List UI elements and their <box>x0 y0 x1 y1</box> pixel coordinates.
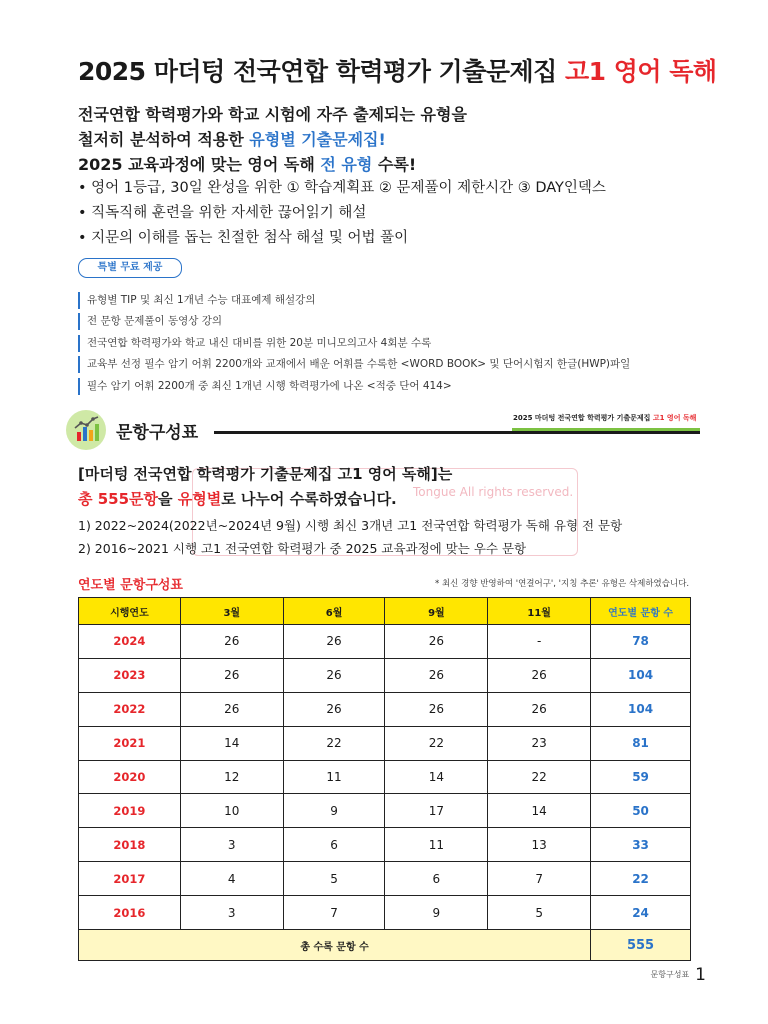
feature-item: 전 문항 문제풀이 동영상 강의 <box>78 313 630 330</box>
description-heading: [마더텅 전국연합 학력평가 기출문제집 고1 영어 독해]는 총 555문항을 유형별로 나누어 수록하였습니다. <box>78 465 453 508</box>
description-item: 1) 2022~2024(2022년~2024년 9월) 시행 최신 3개년 고1 전국연합 학력평가 독해 유형 전 문항 <box>78 518 623 533</box>
column-header: 11월 <box>488 598 591 625</box>
column-header: 연도별 문항 수 <box>591 598 691 625</box>
feature-item: 유형별 TIP 및 최신 1개년 수능 대표예제 해설강의 <box>78 292 630 309</box>
table-row: 2022 26 26 26 26 104 <box>79 692 691 726</box>
bullet-item: • 영어 1등급, 30일 완성을 위한 ① 학습계획표 ② 문제풀이 제한시간 ③ DAY인덱스 <box>78 176 606 201</box>
watermark: Tongue All rights reserved. <box>192 468 578 556</box>
table-row: 2023 26 26 26 26 104 <box>79 658 691 692</box>
page-number: 1 <box>695 964 706 985</box>
intro-line-3: 2025 교육과정에 맞는 영어 독해 전 유형 수록! <box>78 155 417 174</box>
table-row: 2021 14 22 22 23 81 <box>79 726 691 760</box>
intro-text <box>78 102 467 177</box>
free-offer-badge: 특별 무료 제공 <box>78 258 182 278</box>
column-header: 시행연도 <box>79 598 181 625</box>
feature-item: 교육부 선정 필수 암기 어휘 2200개와 교재에서 배운 어휘를 수록한 <WORD BOOK> 및 단어시험지 한글(HWP)파일 <box>78 356 630 373</box>
section-divider <box>214 431 700 434</box>
description-items <box>78 514 622 560</box>
section-title: 문항구성표 <box>116 423 199 443</box>
table-sum-row <box>79 930 691 961</box>
table-row: 2017 4 5 6 7 22 <box>79 862 691 896</box>
intro-line-2: 철저히 분석하여 적용한 유형별 기출문제집! <box>78 130 386 149</box>
sum-label: 총 수록 문항 수 <box>79 930 591 961</box>
table-row: 2016 3 7 9 5 24 <box>79 896 691 930</box>
free-features-list <box>78 287 630 395</box>
yearly-question-table <box>78 597 691 961</box>
description-item: 2) 2016~2021 시행 고1 전국연합 학력평가 중 2025 교육과정에 맞는 우수 문항 <box>78 541 527 556</box>
feature-item: 필수 암기 어휘 2200개 중 최신 1개년 시행 학력평가에 나온 <적중 단어 414> <box>78 378 630 395</box>
table-note: * 최신 경향 반영하여 '연결어구', '지칭 추론' 유형은 삭제하였습니다. <box>435 579 690 589</box>
column-header: 9월 <box>385 598 488 625</box>
bar-chart-icon <box>66 410 106 450</box>
table-row: 2024 26 26 26 - 78 <box>79 625 691 659</box>
column-header: 6월 <box>283 598 385 625</box>
feature-item: 전국연합 학력평가와 학교 내신 대비를 위한 20분 미니모의고사 4회분 수록 <box>78 335 630 352</box>
sum-value: 555 <box>591 930 691 961</box>
table-row: 2020 12 11 14 22 59 <box>79 760 691 794</box>
bullet-item: • 지문의 이해를 돕는 친절한 첨삭 해설 및 어법 풀이 <box>78 226 606 251</box>
feature-bullets <box>78 176 606 251</box>
page-title: 2025 마더텅 전국연합 학력평가 기출문제집 고1 영어 독해 <box>78 57 717 86</box>
intro-line-1: 전국연합 학력평가와 학교 시험에 자주 출제되는 유형을 <box>78 105 467 124</box>
table-row: 2019 10 9 17 14 50 <box>79 794 691 828</box>
table-header-row <box>79 598 691 625</box>
section-tag: 2025 마더텅 전국연합 학력평가 기출문제집 고1 영어 독해 <box>513 414 697 422</box>
bullet-item: • 직독직해 훈련을 위한 자세한 끊어읽기 해설 <box>78 201 606 226</box>
page-footer <box>651 964 706 985</box>
column-header: 3월 <box>180 598 283 625</box>
table-title: 연도별 문항구성표 <box>78 578 183 593</box>
table-row: 2018 3 6 11 13 33 <box>79 828 691 862</box>
footer-label: 문항구성표 <box>650 970 690 979</box>
section-divider-accent <box>512 428 700 431</box>
